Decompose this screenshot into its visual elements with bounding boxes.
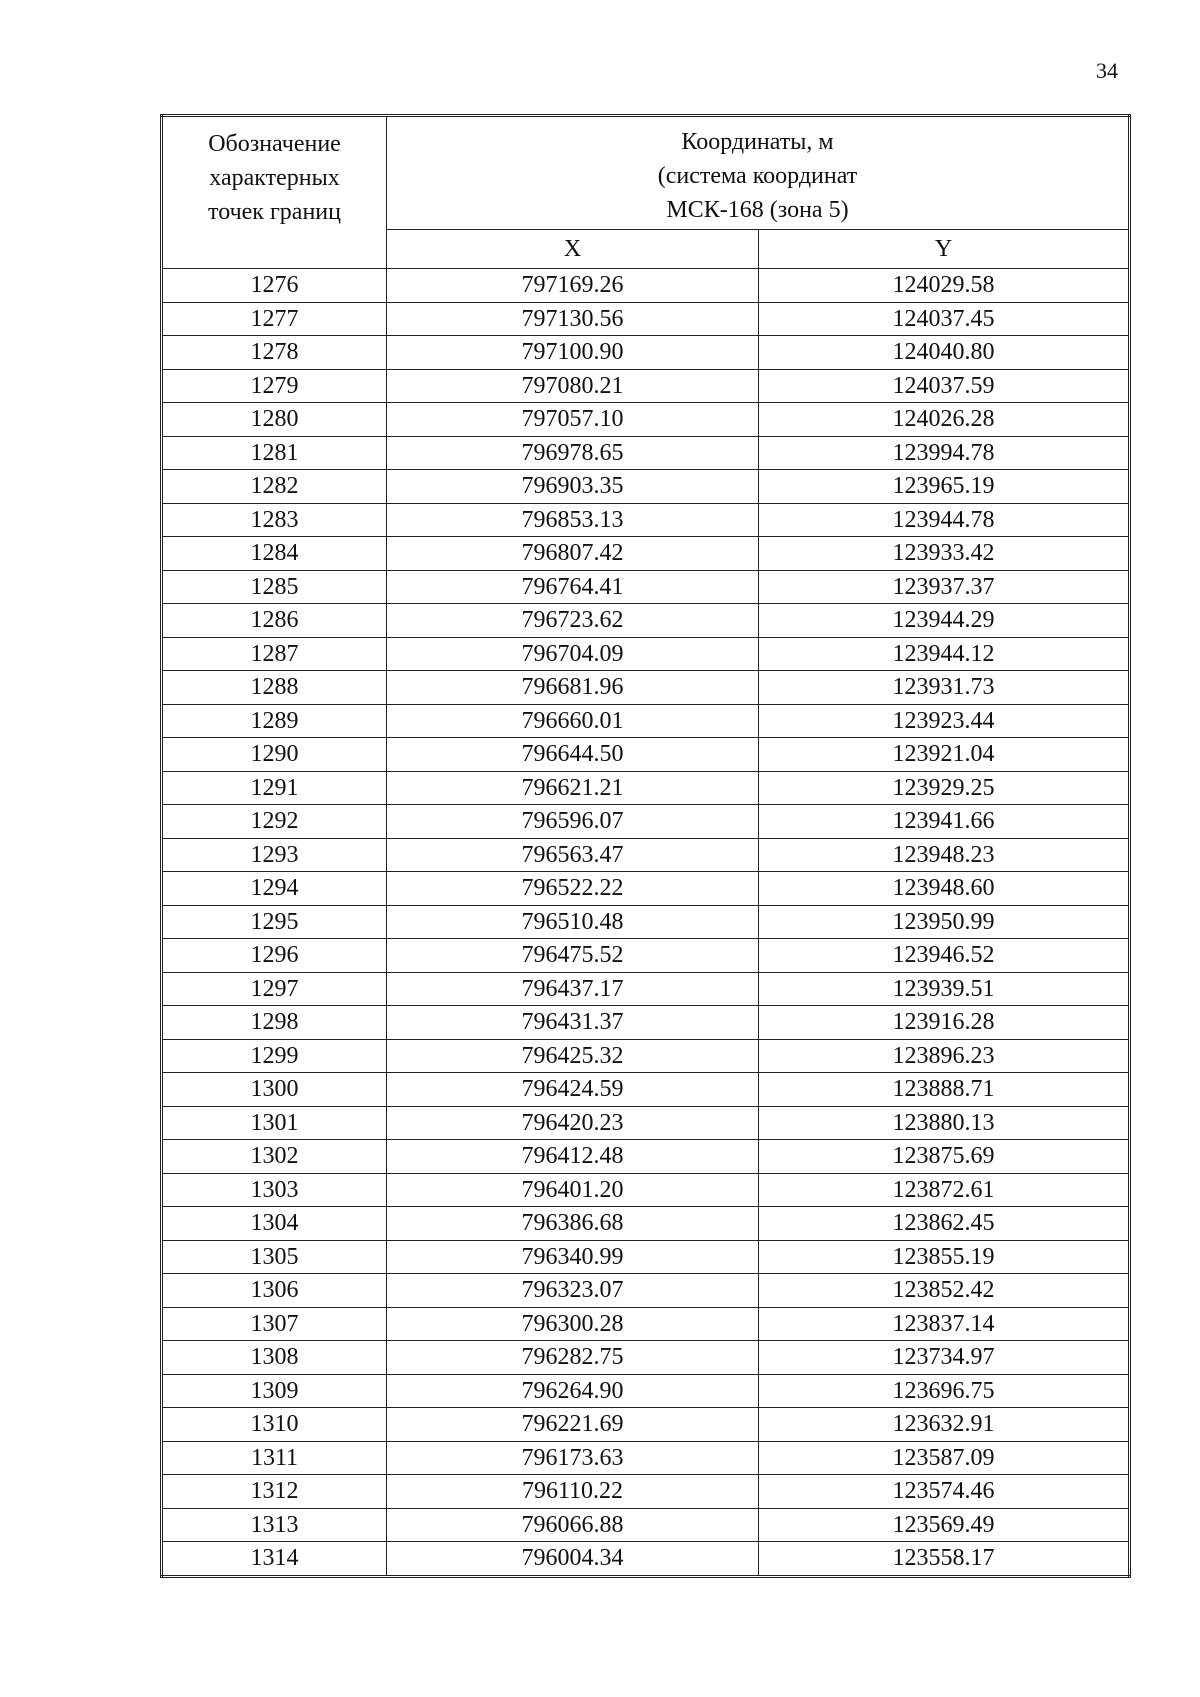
x-coordinate-cell: 796282.75 bbox=[387, 1341, 759, 1375]
y-coordinate-cell: 123946.52 bbox=[759, 939, 1130, 973]
y-coordinate-cell: 123558.17 bbox=[759, 1542, 1130, 1577]
table-row bbox=[162, 403, 1130, 437]
point-number-cell: 1303 bbox=[162, 1173, 387, 1207]
x-coordinate-cell: 796903.35 bbox=[387, 470, 759, 504]
point-number-cell: 1301 bbox=[162, 1106, 387, 1140]
x-coordinate-cell: 797080.21 bbox=[387, 369, 759, 403]
x-coordinate-cell: 796660.01 bbox=[387, 704, 759, 738]
y-coordinate-cell: 123880.13 bbox=[759, 1106, 1130, 1140]
table-row bbox=[162, 738, 1130, 772]
x-coordinate-cell: 796475.52 bbox=[387, 939, 759, 973]
point-number-cell: 1285 bbox=[162, 570, 387, 604]
point-number-cell: 1292 bbox=[162, 805, 387, 839]
y-coordinate-cell: 123587.09 bbox=[759, 1441, 1130, 1475]
y-coordinate-cell: 123941.66 bbox=[759, 805, 1130, 839]
table-row bbox=[162, 905, 1130, 939]
y-coordinate-cell: 123574.46 bbox=[759, 1475, 1130, 1509]
point-number-cell: 1296 bbox=[162, 939, 387, 973]
table-row bbox=[162, 1073, 1130, 1107]
x-coordinate-cell: 796386.68 bbox=[387, 1207, 759, 1241]
table-row bbox=[162, 1341, 1130, 1375]
point-number-cell: 1279 bbox=[162, 369, 387, 403]
x-coordinate-cell: 797130.56 bbox=[387, 302, 759, 336]
point-number-cell: 1293 bbox=[162, 838, 387, 872]
x-coordinate-cell: 796110.22 bbox=[387, 1475, 759, 1509]
y-coordinate-cell: 123921.04 bbox=[759, 738, 1130, 772]
x-coordinate-cell: 796853.13 bbox=[387, 503, 759, 537]
y-coordinate-cell: 123696.75 bbox=[759, 1374, 1130, 1408]
y-coordinate-cell: 123862.45 bbox=[759, 1207, 1130, 1241]
x-coordinate-cell: 797169.26 bbox=[387, 269, 759, 303]
x-coordinate-cell: 797057.10 bbox=[387, 403, 759, 437]
y-coordinate-cell: 123994.78 bbox=[759, 436, 1130, 470]
point-number-cell: 1297 bbox=[162, 972, 387, 1006]
y-coordinate-cell: 123632.91 bbox=[759, 1408, 1130, 1442]
y-coordinate-cell: 123837.14 bbox=[759, 1307, 1130, 1341]
table-row bbox=[162, 771, 1130, 805]
coordinates-table bbox=[160, 114, 1131, 1578]
y-coordinate-cell: 124037.45 bbox=[759, 302, 1130, 336]
y-coordinate-cell: 123875.69 bbox=[759, 1140, 1130, 1174]
x-coordinate-cell: 796424.59 bbox=[387, 1073, 759, 1107]
y-coordinate-cell: 123937.37 bbox=[759, 570, 1130, 604]
point-number-cell: 1300 bbox=[162, 1073, 387, 1107]
point-header-line: характерных bbox=[209, 165, 340, 191]
table-row bbox=[162, 972, 1130, 1006]
table-row bbox=[162, 1508, 1130, 1542]
x-coordinate-cell: 796704.09 bbox=[387, 637, 759, 671]
table-header bbox=[162, 116, 1130, 269]
table-row bbox=[162, 269, 1130, 303]
point-number-cell: 1277 bbox=[162, 302, 387, 336]
point-number-cell: 1311 bbox=[162, 1441, 387, 1475]
point-number-cell: 1302 bbox=[162, 1140, 387, 1174]
point-number-cell: 1299 bbox=[162, 1039, 387, 1073]
table-row bbox=[162, 1006, 1130, 1040]
x-coordinate-cell: 796323.07 bbox=[387, 1274, 759, 1308]
y-coordinate-cell: 124037.59 bbox=[759, 369, 1130, 403]
table-row bbox=[162, 1408, 1130, 1442]
point-designation-header bbox=[162, 116, 387, 269]
y-coordinate-cell: 123965.19 bbox=[759, 470, 1130, 504]
y-coordinate-cell: 124026.28 bbox=[759, 403, 1130, 437]
y-coordinate-cell: 123734.97 bbox=[759, 1341, 1130, 1375]
y-coordinate-cell: 123896.23 bbox=[759, 1039, 1130, 1073]
point-number-cell: 1291 bbox=[162, 771, 387, 805]
point-number-cell: 1307 bbox=[162, 1307, 387, 1341]
x-coordinate-cell: 796300.28 bbox=[387, 1307, 759, 1341]
x-coordinate-cell: 796621.21 bbox=[387, 771, 759, 805]
table-row bbox=[162, 570, 1130, 604]
coords-header-line: (система координат bbox=[657, 163, 858, 189]
coordinates-header bbox=[387, 116, 1130, 230]
point-number-cell: 1282 bbox=[162, 470, 387, 504]
y-coordinate-cell: 123948.60 bbox=[759, 872, 1130, 906]
y-coordinate-cell: 123855.19 bbox=[759, 1240, 1130, 1274]
table-body bbox=[162, 269, 1130, 1577]
table-row bbox=[162, 1374, 1130, 1408]
x-coordinate-cell: 796563.47 bbox=[387, 838, 759, 872]
x-coordinate-cell: 796978.65 bbox=[387, 436, 759, 470]
y-coordinate-cell: 123939.51 bbox=[759, 972, 1130, 1006]
y-coordinate-cell: 123944.12 bbox=[759, 637, 1130, 671]
table-row bbox=[162, 604, 1130, 638]
y-coordinate-cell: 123944.29 bbox=[759, 604, 1130, 638]
x-coordinate-cell: 796807.42 bbox=[387, 537, 759, 571]
table-row bbox=[162, 671, 1130, 705]
point-number-cell: 1305 bbox=[162, 1240, 387, 1274]
x-coordinate-cell: 796066.88 bbox=[387, 1508, 759, 1542]
y-coordinate-cell: 123931.73 bbox=[759, 671, 1130, 705]
page-number: 34 bbox=[1096, 58, 1118, 83]
x-coordinate-cell: 796522.22 bbox=[387, 872, 759, 906]
y-coordinate-cell: 123948.23 bbox=[759, 838, 1130, 872]
table-row bbox=[162, 805, 1130, 839]
point-number-cell: 1286 bbox=[162, 604, 387, 638]
coords-header-line: Координаты, м bbox=[681, 129, 834, 155]
point-number-cell: 1288 bbox=[162, 671, 387, 705]
table-row bbox=[162, 1207, 1130, 1241]
x-coordinate-cell: 796644.50 bbox=[387, 738, 759, 772]
y-coordinate-cell: 123852.42 bbox=[759, 1274, 1130, 1308]
x-coordinate-cell: 796221.69 bbox=[387, 1408, 759, 1442]
point-number-cell: 1312 bbox=[162, 1475, 387, 1509]
point-number-cell: 1278 bbox=[162, 336, 387, 370]
point-number-cell: 1309 bbox=[162, 1374, 387, 1408]
point-number-cell: 1284 bbox=[162, 537, 387, 571]
table-row bbox=[162, 1307, 1130, 1341]
x-coordinate-cell: 796401.20 bbox=[387, 1173, 759, 1207]
y-coordinate-cell: 123916.28 bbox=[759, 1006, 1130, 1040]
point-number-cell: 1306 bbox=[162, 1274, 387, 1308]
table-row bbox=[162, 704, 1130, 738]
table-row bbox=[162, 637, 1130, 671]
table-row bbox=[162, 1039, 1130, 1073]
table-row bbox=[162, 872, 1130, 906]
x-coordinate-cell: 796596.07 bbox=[387, 805, 759, 839]
x-coordinate-cell: 796412.48 bbox=[387, 1140, 759, 1174]
y-coordinate-cell: 124040.80 bbox=[759, 336, 1130, 370]
point-number-cell: 1280 bbox=[162, 403, 387, 437]
table-row bbox=[162, 1140, 1130, 1174]
point-number-cell: 1276 bbox=[162, 269, 387, 303]
x-coordinate-cell: 796340.99 bbox=[387, 1240, 759, 1274]
point-number-cell: 1313 bbox=[162, 1508, 387, 1542]
table-row bbox=[162, 1542, 1130, 1577]
table-row bbox=[162, 470, 1130, 504]
point-number-cell: 1295 bbox=[162, 905, 387, 939]
point-number-cell: 1298 bbox=[162, 1006, 387, 1040]
point-number-cell: 1281 bbox=[162, 436, 387, 470]
y-coordinate-cell: 123923.44 bbox=[759, 704, 1130, 738]
coords-header-line: МСК-168 (зона 5) bbox=[666, 197, 849, 223]
point-header-line: Обозначение bbox=[208, 131, 341, 157]
table-row bbox=[162, 1475, 1130, 1509]
y-coordinate-cell: 123950.99 bbox=[759, 905, 1130, 939]
table-row bbox=[162, 1173, 1130, 1207]
point-number-cell: 1283 bbox=[162, 503, 387, 537]
point-number-cell: 1304 bbox=[162, 1207, 387, 1241]
table-row bbox=[162, 1240, 1130, 1274]
y-coordinate-cell: 123872.61 bbox=[759, 1173, 1130, 1207]
table-row bbox=[162, 336, 1130, 370]
x-coordinate-cell: 796173.63 bbox=[387, 1441, 759, 1475]
table-row bbox=[162, 939, 1130, 973]
x-coordinate-cell: 796004.34 bbox=[387, 1542, 759, 1577]
point-number-cell: 1294 bbox=[162, 872, 387, 906]
y-coordinate-cell: 123929.25 bbox=[759, 771, 1130, 805]
x-coordinate-cell: 796437.17 bbox=[387, 972, 759, 1006]
point-number-cell: 1287 bbox=[162, 637, 387, 671]
x-coordinate-cell: 796723.62 bbox=[387, 604, 759, 638]
x-coordinate-cell: 796420.23 bbox=[387, 1106, 759, 1140]
table-row bbox=[162, 1441, 1130, 1475]
point-number-cell: 1289 bbox=[162, 704, 387, 738]
y-coordinate-cell: 123569.49 bbox=[759, 1508, 1130, 1542]
table-row bbox=[162, 1274, 1130, 1308]
x-coordinate-cell: 797100.90 bbox=[387, 336, 759, 370]
point-number-cell: 1290 bbox=[162, 738, 387, 772]
x-coordinate-cell: 796764.41 bbox=[387, 570, 759, 604]
x-coordinate-cell: 796431.37 bbox=[387, 1006, 759, 1040]
x-coordinate-cell: 796425.32 bbox=[387, 1039, 759, 1073]
point-number-cell: 1310 bbox=[162, 1408, 387, 1442]
table-row bbox=[162, 838, 1130, 872]
y-coordinate-cell: 123933.42 bbox=[759, 537, 1130, 571]
table-row bbox=[162, 1106, 1130, 1140]
point-number-cell: 1308 bbox=[162, 1341, 387, 1375]
x-column-header: X bbox=[387, 230, 759, 269]
y-coordinate-cell: 123944.78 bbox=[759, 503, 1130, 537]
table-row bbox=[162, 302, 1130, 336]
y-coordinate-cell: 123888.71 bbox=[759, 1073, 1130, 1107]
y-coordinate-cell: 124029.58 bbox=[759, 269, 1130, 303]
table-row bbox=[162, 369, 1130, 403]
point-header-line: точек границ bbox=[208, 199, 341, 225]
table-row bbox=[162, 537, 1130, 571]
point-number-cell: 1314 bbox=[162, 1542, 387, 1577]
x-coordinate-cell: 796681.96 bbox=[387, 671, 759, 705]
y-column-header: Y bbox=[759, 230, 1130, 269]
x-coordinate-cell: 796510.48 bbox=[387, 905, 759, 939]
table-row bbox=[162, 503, 1130, 537]
table-row bbox=[162, 436, 1130, 470]
x-coordinate-cell: 796264.90 bbox=[387, 1374, 759, 1408]
